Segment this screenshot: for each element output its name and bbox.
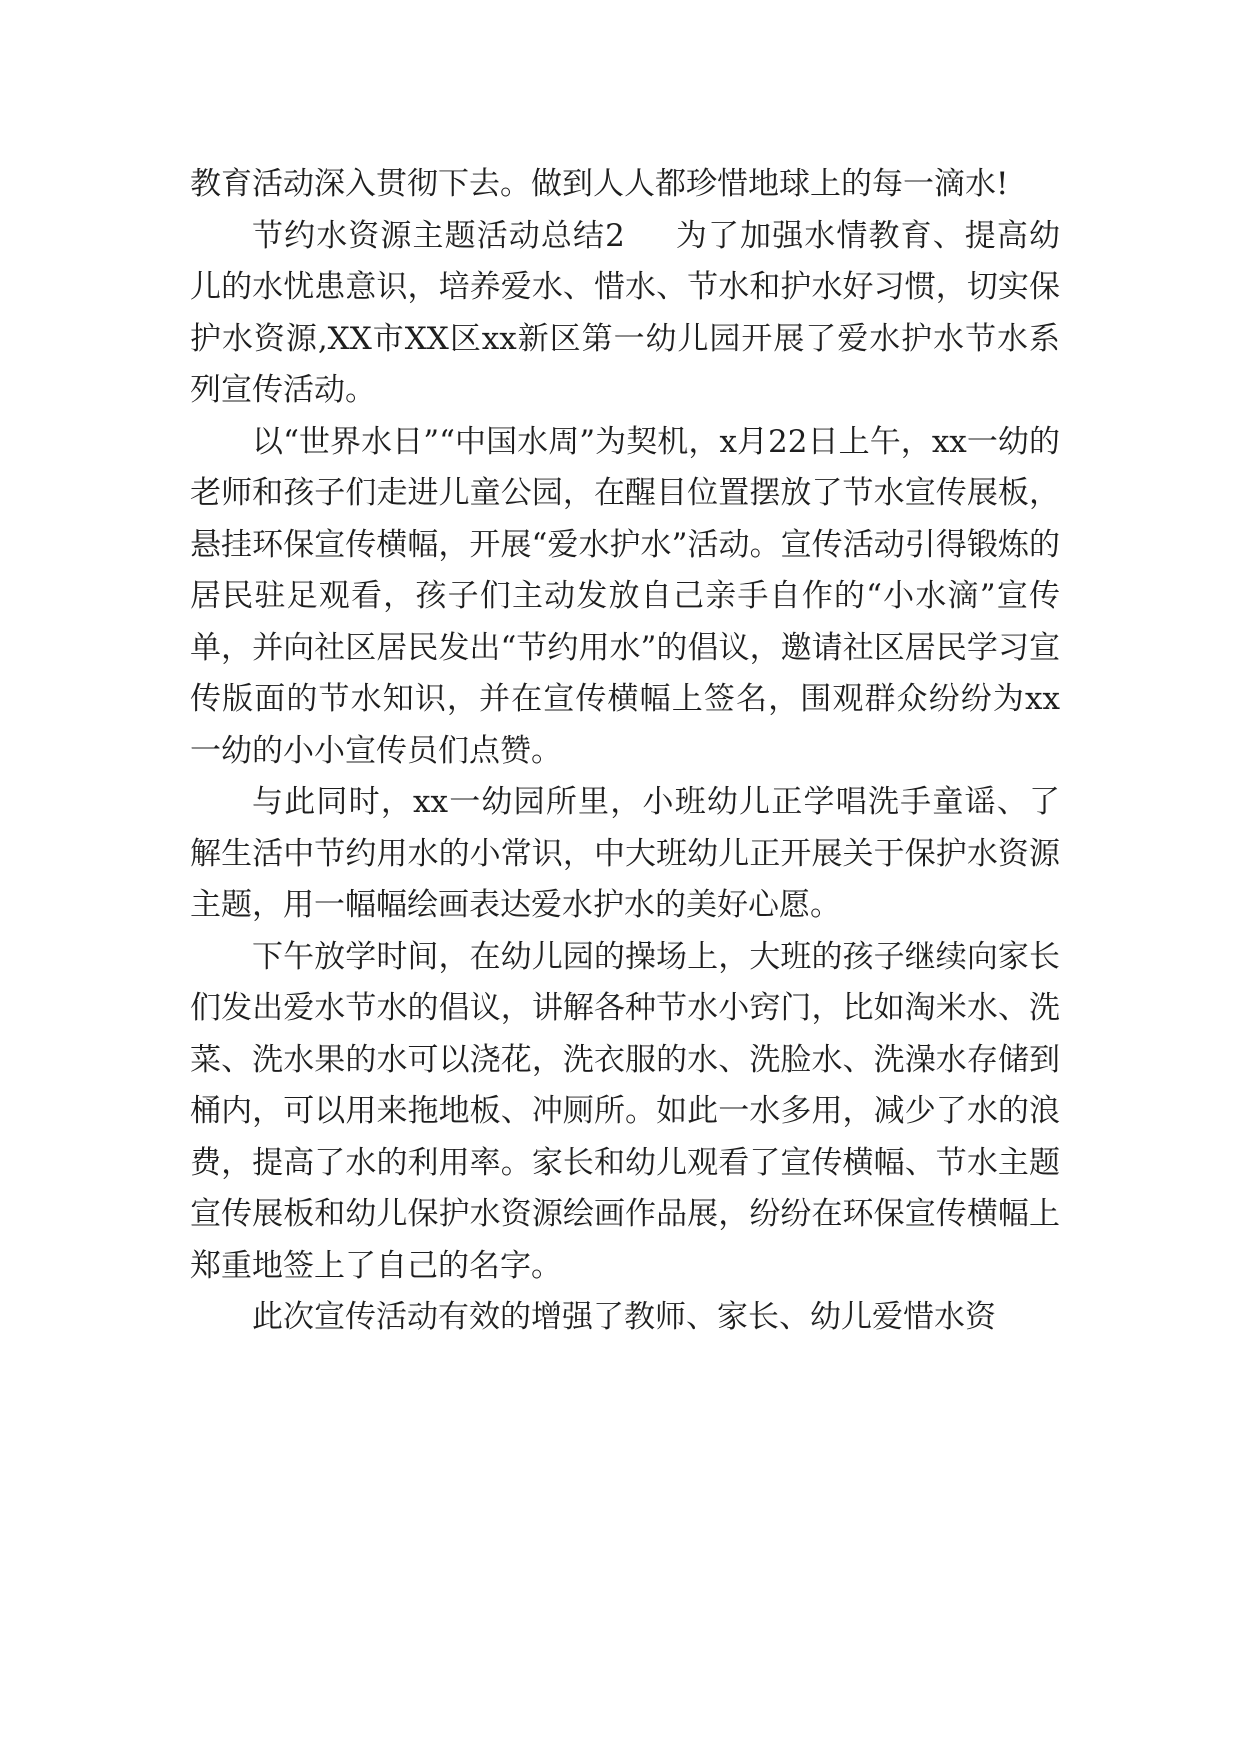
- paragraph-section-intro: [190, 211, 1060, 417]
- paragraph-continuation: 教育活动深入贯彻下去。做到人人都珍惜地球上的每一滴水!: [190, 166, 1009, 202]
- section-intro-text: 为了加强水情教育、提高幼儿的水忧患意识，培养爱水、惜水、节水和护水好习惯，切实保护水资源,XX市XX区xx新区第一幼儿园开展了爱水护水节水系列宣传活动。: [190, 217, 1060, 408]
- paragraph-afternoon-activities: 下午放学时间，在幼儿园的操场上，大班的孩子继续向家长们发出爱水节水的倡议，讲解各种节水小窍门，比如淘米水、洗菜、洗水果的水可以浇花，洗衣服的水、洗脸水、洗澡水存储到桶内，可以用来拖地板、冲厕所。如此一水多用，减少了水的浪费，提高了水的利用率。家长和幼儿观看了宣传横幅、节水主题宣传展板和幼儿保护水资源绘画作品展，纷纷在环保宣传横幅上郑重地签上了自己的名字。: [190, 938, 1060, 1284]
- document-body: [190, 159, 1060, 1344]
- paragraph-world-water-day: 以“世界水日”“中国水周”为契机，x月22日上午，xx一幼的老师和孩子们走进儿童公园，在醒目位置摆放了节水宣传展板，悬挂环保宣传横幅，开展“爱水护水”活动。宣传活动引得锻炼的居民驻足观看，孩子们主动发放自己亲手自作的“小水滴”宣传单，并向社区居民发出“节约用水”的倡议，邀请社区居民学习宣传版面的节水知识，并在宣传横幅上签名，围观群众纷纷为xx一幼的小小宣传员们点赞。: [190, 423, 1060, 769]
- paragraph-kindergarten-activities: 与此同时，xx一幼园所里，小班幼儿正学唱洗手童谣、了解生活中节约用水的小常识，中大班幼儿正开展关于保护水资源主题，用一幅幅绘画表达爱水护水的美好心愿。: [190, 784, 1060, 923]
- paragraph-conclusion: 此次宣传活动有效的增强了教师、家长、幼儿爱惜水资: [252, 1299, 996, 1335]
- section-heading: 节约水资源主题活动总结2: [252, 217, 625, 254]
